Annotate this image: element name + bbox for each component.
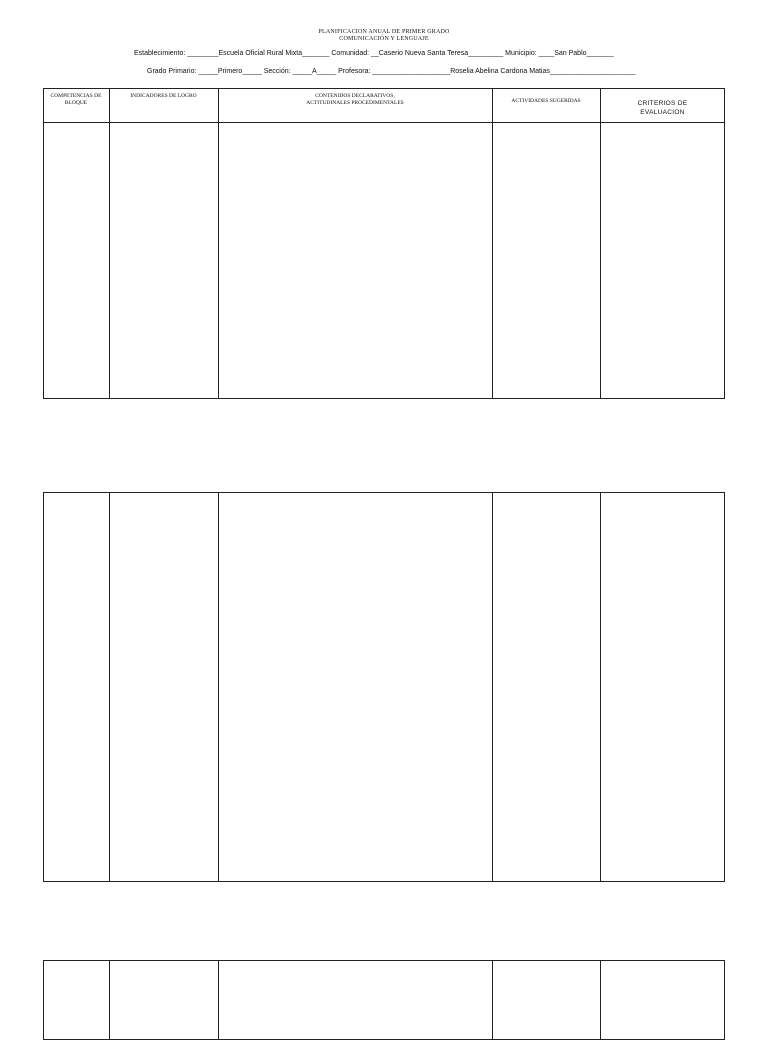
title-line-1: PLANIFICACION ANUAL DE PRIMER GRADO: [318, 29, 450, 35]
header-criterios-line1: CRITERIOS DE: [637, 100, 688, 107]
header-criterios-line2: EVALUACION: [640, 109, 685, 116]
header-criterios: [602, 99, 723, 117]
col-divider-3-p2: [492, 492, 493, 882]
col-divider-2-p3: [218, 960, 219, 1040]
header-competencias: COMPETENCIAS DE BLOQUE: [50, 93, 102, 106]
header-actividades: ACTIVIDADES SUGERIDAS: [511, 98, 581, 104]
col-divider-2-p2: [218, 492, 219, 882]
col-divider-1-p2: [109, 492, 110, 882]
establecimiento-label: Establecimiento:: [134, 50, 186, 57]
planning-table-2: [43, 492, 725, 882]
municipio-value: ____San Pablo_______: [538, 50, 614, 57]
meta-line-2: [147, 67, 636, 76]
document-title: [0, 29, 768, 43]
meta-line-1: [134, 49, 614, 58]
col-divider-1: [109, 88, 110, 399]
establecimiento-value: ________Escuela Oficial Rural Mixta_______: [187, 50, 330, 57]
header-contenidos: CONTENIDOS DECLARATIVOS, ACTITUDINALES PROCEDIMENTALES: [306, 93, 404, 106]
profesora-value: ____________________Roselia Abelina Cardona Matias______________________: [372, 68, 636, 75]
seccion-value: _____A_____: [292, 68, 337, 75]
grado-label: Grado Primario:: [147, 68, 197, 75]
col-divider-4-p2: [600, 492, 601, 882]
planning-table-3: [43, 960, 725, 1040]
planning-table-1: [43, 88, 725, 399]
col-divider-2: [218, 88, 219, 399]
title-line-2: COMUNICACIÓN Y LENGUAJE: [339, 36, 429, 42]
col-divider-4: [600, 88, 601, 399]
col-divider-3-p3: [492, 960, 493, 1040]
header-indicadores: INDICADORES DE LOGRO: [130, 93, 197, 99]
grado-value: _____Primero_____: [198, 68, 262, 75]
profesora-label: Profesora:: [338, 68, 371, 75]
col-divider-3: [492, 88, 493, 399]
seccion-label: Sección:: [263, 68, 291, 75]
col-divider-4-p3: [600, 960, 601, 1040]
municipio-label: Municipio:: [505, 50, 537, 57]
comunidad-value: __Caserio Nueva Santa Teresa_________: [371, 50, 504, 57]
col-divider-1-p3: [109, 960, 110, 1040]
header-divider: [43, 122, 725, 123]
comunidad-label: Comunidad:: [331, 50, 370, 57]
